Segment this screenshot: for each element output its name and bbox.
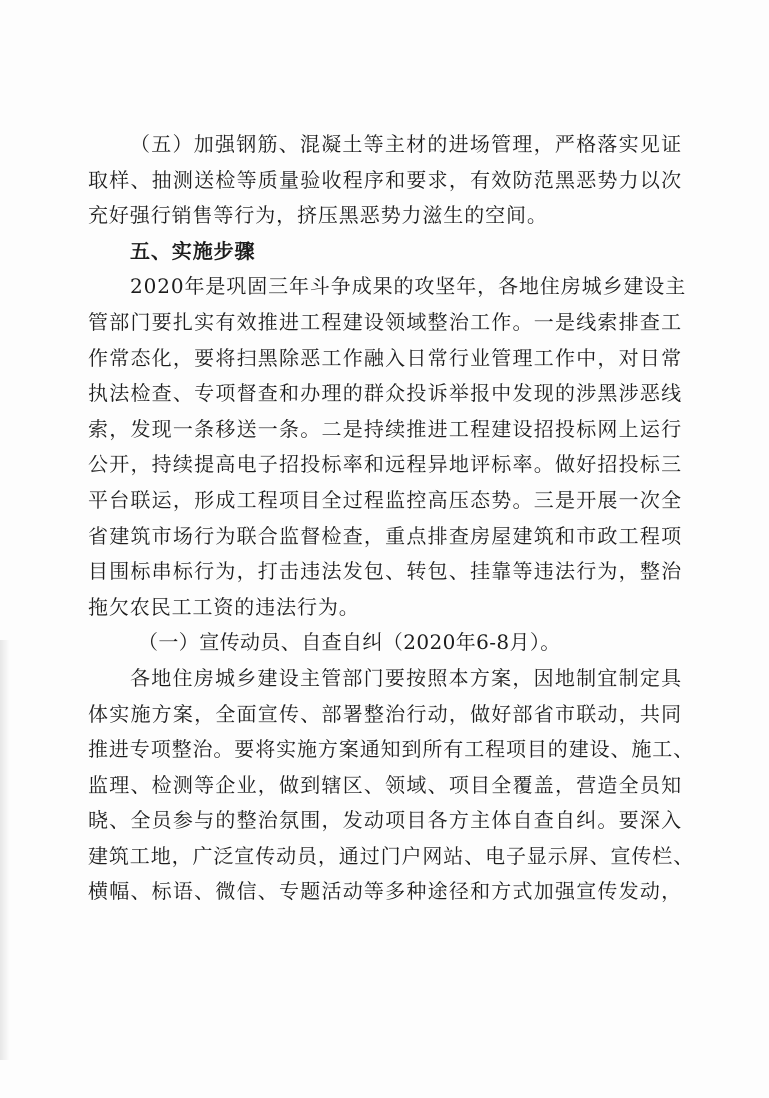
- paragraph-line: 横幅、标语、微信、专题活动等多种途径和方式加强宣传发动，: [88, 879, 682, 904]
- paragraph-line: 执法检查、专项督查和办理的群众投诉举报中发现的涉黑涉恶线: [88, 381, 682, 406]
- paragraph-line: 取样、抽测送检等质量验收程序和要求，有效防范黑恶势力以次: [88, 167, 682, 192]
- paragraph-line: 建筑工地，广泛宣传动员，通过门户网站、电子显示屏、宣传栏、: [88, 843, 695, 868]
- section-heading: 五、实施步骤: [130, 238, 256, 263]
- paragraph-line: 各地住房城乡建设主管部门要按照本方案，因地制宜制定具: [130, 665, 682, 690]
- scan-shadow: [0, 640, 10, 1060]
- subsection-heading: （一）宣传动员、自查自纠（2020年6-8月）。: [138, 630, 561, 655]
- document-body: [88, 127, 695, 910]
- paragraph-line: 公开，持续提高电子招投标率和远程异地评标率。做好招投标三: [88, 452, 682, 477]
- paragraph-line: 晓、全员参与的整治氛围，发动项目各方主体自查自纠。要深入: [88, 808, 682, 833]
- paragraph-line: 省建筑市场行为联合监督检查，重点排查房屋建筑和市政工程项: [88, 523, 682, 548]
- paragraph-line: 索，发现一条移送一条。二是持续推进工程建设招投标网上运行: [88, 416, 682, 441]
- paragraph-line: 平台联运，形成工程项目全过程监控高压态势。三是开展一次全: [88, 487, 682, 512]
- paragraph-line: 管部门要扎实有效推进工程建设领域整治工作。一是线索排查工: [88, 309, 682, 334]
- paragraph-line: （五）加强钢筋、混凝土等主材的进场管理，严格落实见证: [130, 132, 682, 156]
- paragraph-line: 目围标串标行为，打击违法发包、转包、挂靠等违法行为，整治: [88, 559, 682, 584]
- paragraph-line: 推进专项整治。要将实施方案通知到所有工程项目的建设、施工、: [88, 737, 695, 762]
- paragraph-line: 作常态化，要将扫黑除恶工作融入日常行业管理工作中，对日常: [88, 345, 682, 370]
- paragraph-line: 监理、检测等企业，做到辖区、领域、项目全覆盖，营造全员知: [88, 772, 682, 797]
- paragraph-line: 2020年是巩固三年斗争成果的攻坚年，各地住房城乡建设主: [130, 274, 687, 299]
- paragraph-line: 体实施方案，全面宣传、部署整治行动，做好部省市联动，共同: [88, 701, 682, 726]
- paragraph-line: 拖欠农民工工资的违法行为。: [88, 594, 360, 619]
- paragraph-line: 充好强行销售等行为，挤压黑恶势力滋生的空间。: [88, 203, 548, 228]
